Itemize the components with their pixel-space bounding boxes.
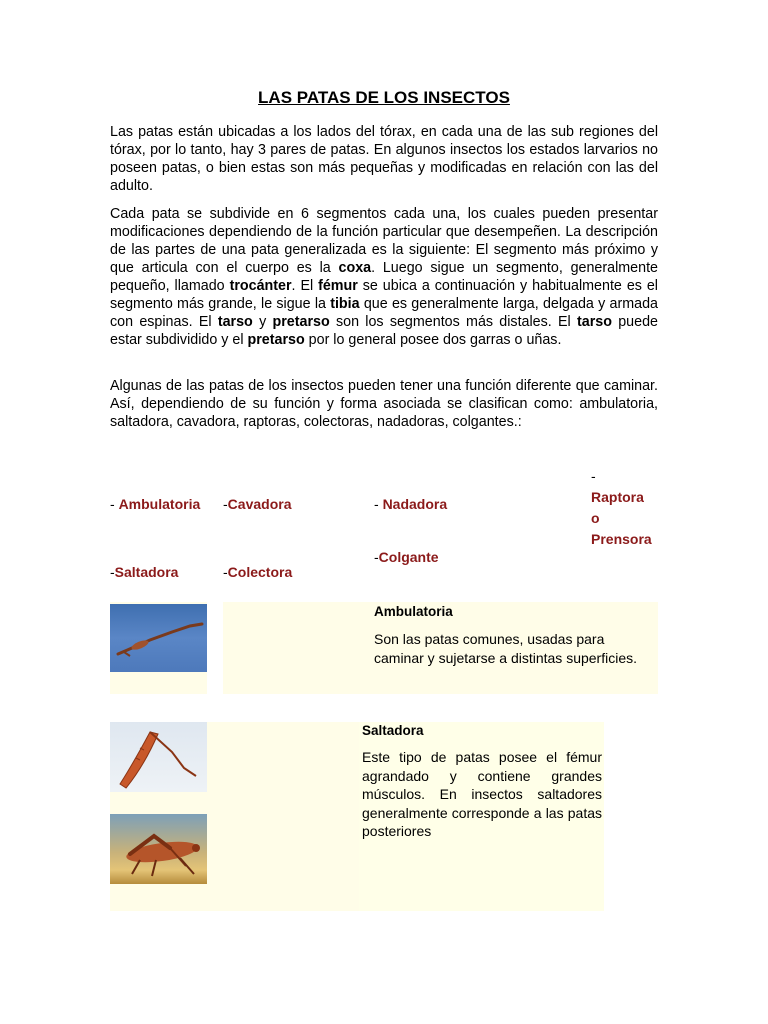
intro-paragraph: Las patas están ubicadas a los lados del tórax, en cada una de las sub regiones del tórax, por lo tanto, hay 3 pares de patas. En algunos insectos los estados larvarios no poseen patas, o bien estas son más pequeñas y modificadas en relación con las del adulto.	[110, 124, 658, 194]
type-ambulatoria: - Ambulatoria	[110, 496, 201, 512]
type-saltadora: -Saltadora	[110, 564, 179, 580]
term-pretarso-2: pretarso	[247, 332, 305, 348]
term-tibia: tibia	[330, 296, 360, 312]
ambulatoria-card-text: Son las patas comunes, usadas para caminar y sujetarse a distintas superficies.	[374, 631, 637, 666]
saltadora-leg-photo	[110, 722, 207, 792]
term-coxa: coxa	[338, 260, 372, 276]
term-trocanter: trocánter	[229, 278, 292, 294]
page-title: LAS PATAS DE LOS INSECTOS	[258, 88, 510, 107]
type-nadadora: - Nadadora	[374, 496, 448, 512]
saltadora-card-text: Este tipo de patas posee el fémur agrandado y contiene grandes músculos. En insectos saltadores generalmente corresponde a las patas posteriores	[362, 749, 602, 839]
ambulatoria-leg-photo	[110, 604, 207, 672]
type-colectora: -Colectora	[223, 564, 293, 580]
term-tarso: tarso	[217, 314, 253, 330]
card-gap	[207, 602, 223, 694]
type-colgante: -Colgante	[374, 549, 439, 565]
grasshopper-photo	[110, 814, 207, 884]
term-femur: fémur	[318, 278, 358, 294]
segments-paragraph: Cada pata se subdivide en 6 segmentos cada una, los cuales pueden presentar modificaciones dependiendo de la función particular que desempeñen. La descripción de las partes de una pata generalizada es la siguiente: El segmento más próximo y que articula con el cuerpo es la coxa. Luego sigue un segmento, generalmente pequeño, llamado trocánter. El fémur se ubica a continuación y habitualmente es el segmento más grande, le sigue la tibia que es generalmente larga, delgada y armada con espinas. El tarso y pretarso son los segmentos más distales. El tarso puede estar subdividido y el pretarso por lo general posee dos garras o uñas.	[110, 206, 658, 348]
type-cavadora: -Cavadora	[223, 496, 292, 512]
term-pretarso: pretarso	[272, 314, 330, 330]
saltadora-card-title: Saltadora	[362, 723, 424, 738]
term-tarso-2: tarso	[577, 314, 612, 330]
classification-paragraph: Algunas de las patas de los insectos pueden tener una función diferente que caminar. Así, dependiendo de su función y forma asociada se clasifican como: ambulatoria, saltadora, cavadora, raptoras, colectoras, nadadoras, colgantes.:	[110, 378, 658, 430]
type-raptora: - Raptora o Prensora	[591, 468, 652, 547]
ambulatoria-card-title: Ambulatoria	[374, 604, 453, 619]
